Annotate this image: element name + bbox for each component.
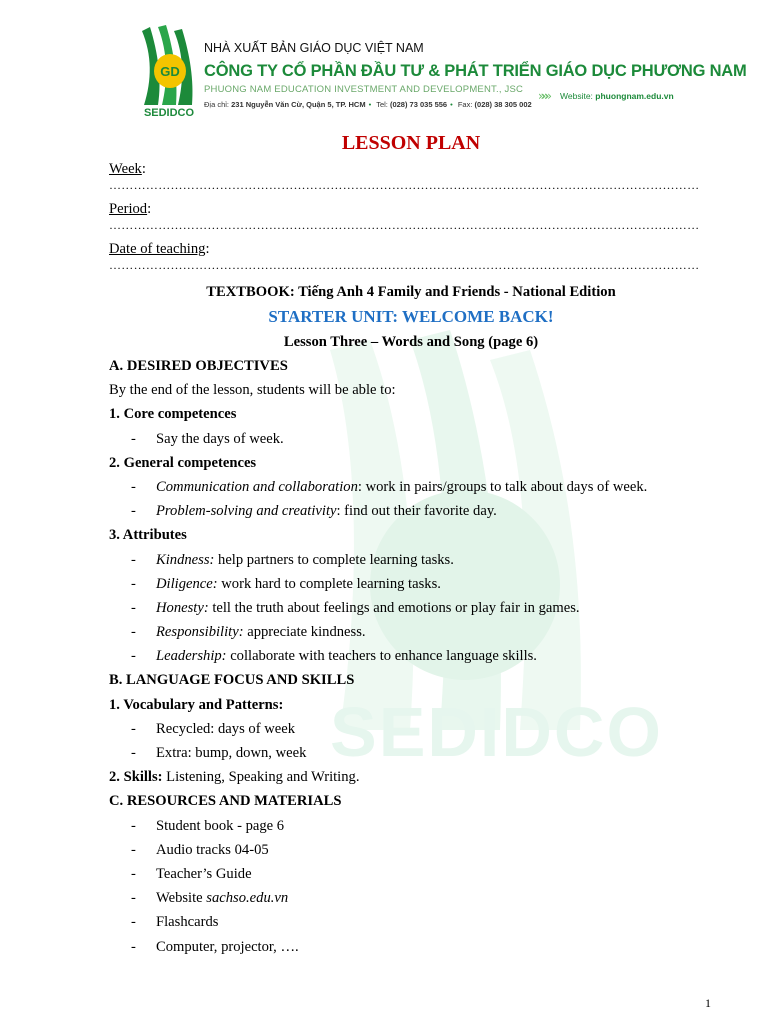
company-contact [204,100,532,109]
fax: (028) 38 305 002 [474,100,532,109]
publisher-name: NHÀ XUẤT BẢN GIÁO DỤC VIỆT NAM [204,41,424,55]
separator-dot: • [450,100,453,109]
list-item: - Student book - page 6 [131,817,285,834]
website-link[interactable]: phuongnam.edu.vn [595,91,674,101]
item-text: work hard to complete learning tasks. [217,575,441,592]
date-field: Date of teaching: [109,241,210,257]
skills-label: 2. Skills: [109,769,163,786]
week-label: Week [109,161,142,177]
item-text: : work in pairs/groups to talk about days of week. [357,478,648,495]
list-item: - Say the days of week. [131,430,284,447]
period-field: Period: [109,201,152,217]
publisher-header [112,22,747,122]
unit-title: STARTER UNIT: WELCOME BACK! [268,307,554,326]
item-label: Responsibility: [156,624,244,641]
skills-text: Listening, Speaking and Writing. [162,769,360,786]
list-item: - Extra: bump, down, week [131,745,307,761]
section-b-heading: B. LANGUAGE FOCUS AND SKILLS [109,672,355,689]
watermark-text: SEDIDCO [330,693,663,771]
item-text: help partners to complete learning tasks. [214,551,454,568]
item-text: collaborate with teachers to enhance language skills. [226,648,537,665]
logo-caption: SEDIDCO [143,107,195,119]
dotted-line: ……………………………………………………………………………………………………………………………… [109,179,700,192]
fax-label: Fax: [457,100,473,109]
resource-website-link[interactable]: sachso.edu.vn [206,890,289,907]
date-label: Date of teaching [109,241,206,257]
list-item: - Leadership: collaborate with teachers to enhance language skills. [131,648,537,665]
item-label: Problem-solving and creativity [156,503,337,520]
arrows-icon: »»» [538,89,549,103]
company-website [560,91,674,101]
item-text: appreciate kindness. [243,624,366,641]
company-name-english: PHUONG NAM EDUCATION INVESTMENT AND DEVELOPMENT., JSC [204,84,524,95]
item-label: Leadership: [156,648,227,665]
list-item: - Diligence: work hard to complete learning tasks. [131,575,441,592]
list-item: - Flashcards [131,914,219,931]
address-label: Địa chỉ: [204,100,230,109]
tel-label: Tel: [376,100,388,109]
item-label: Honesty: [156,599,209,616]
company-name: CÔNG TY CỔ PHẦN ĐẦU TƯ & PHÁT TRIỂN GIÁO DỤC PHƯƠNG NAM [204,62,747,80]
list-item: - Honesty: tell the truth about feelings and emotions or play fair in games. [131,599,580,616]
page-number: 1 [705,996,711,1010]
item-label: Diligence: [156,575,218,592]
list-item: - Problem-solving and creativity: find out their favorite day. [131,503,497,520]
logo-letters: GD [160,64,180,79]
item-text: tell the truth about feelings and emotions or play fair in games. [208,599,580,616]
section-a-heading: A. DESIRED OBJECTIVES [109,358,288,374]
website-label: Website: [560,91,593,101]
list-item: - Responsibility: appreciate kindness. [131,624,366,641]
list-item: - Kindness: help partners to complete learning tasks. [131,551,454,568]
week-field: Week: [109,161,146,177]
dotted-line: ……………………………………………………………………………………………………………………………… [109,259,700,272]
list-item: - Audio tracks 04-05 [131,841,269,858]
separator-dot: • [368,100,372,109]
item-text: : find out their favorite day. [336,503,497,520]
lesson-plan-body [109,124,713,959]
list-item: - Recycled: days of week [131,720,295,737]
list-item: - Website sachso.edu.vn [131,890,289,907]
item-label: Kindness: [156,551,215,568]
sedidco-logo [136,25,202,121]
dotted-line: ……………………………………………………………………………………………………………………………… [109,219,700,232]
address: 231 Nguyễn Văn Cừ, Quận 5, TP. HCM [231,100,366,109]
textbook-title: TEXTBOOK: Tiếng Anh 4 Family and Friends - National Edition [206,284,616,300]
tel: (028) 73 035 556 [389,100,448,109]
attributes-heading: 3. Attributes [109,527,187,544]
item-label: Communication and collaboration [156,478,358,495]
section-c-heading: C. RESOURCES AND MATERIALS [109,793,342,810]
vocabulary-heading: 1. Vocabulary and Patterns: [109,696,284,713]
list-item: - Communication and collaboration: work in pairs/groups to talk about days of week. [131,478,648,495]
list-item: - Computer, projector, …. [131,938,299,955]
website-prefix: Website [156,890,207,907]
page-title: LESSON PLAN [341,132,481,154]
skills-line [109,765,713,789]
general-competences-heading: 2. General competences [109,454,257,471]
objectives-intro: By the end of the lesson, students will be able to: [109,382,396,399]
leaf-logo-icon [136,25,202,107]
lesson-title: Lesson Three – Words and Song (page 6) [283,334,539,350]
core-competences-heading: 1. Core competences [109,406,237,423]
list-item: - Teacher’s Guide [131,865,252,882]
period-label: Period [109,201,148,217]
